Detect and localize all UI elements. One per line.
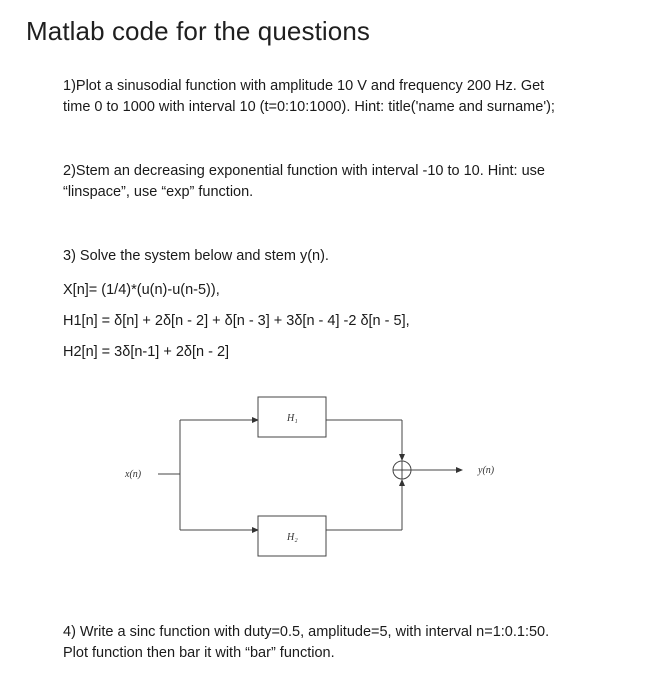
output-label: y(n) <box>478 465 495 476</box>
question-3-equation-h2: H2[n] = 3δ[n-1] + 2δ[n - 2] <box>63 344 230 360</box>
question-2-line-1: 2)Stem an decreasing exponential function with interval -10 to 10. Hint: use <box>63 163 545 179</box>
h2-label: H₂ <box>287 532 298 543</box>
summing-junction <box>393 461 411 479</box>
block-diagram <box>0 380 654 580</box>
question-1-line-1: 1)Plot a sinusodial function with amplitude 10 V and frequency 200 Hz. Get <box>63 78 545 94</box>
question-4 <box>63 622 549 664</box>
page-title: Matlab code for the questions <box>26 16 370 46</box>
input-label: x(n) <box>125 469 142 480</box>
question-2-line-2: “linspace”, use “exp” function. <box>63 184 254 200</box>
question-2 <box>63 161 545 203</box>
question-3-heading: 3) Solve the system below and stem y(n). <box>63 248 329 264</box>
h1-label: H₁ <box>287 413 298 424</box>
block-diagram-svg <box>0 380 654 580</box>
question-1 <box>63 76 555 118</box>
question-3-equation-x: X[n]= (1/4)*(u(n)-u(n-5)), <box>63 282 220 298</box>
question-3-equation-h1: H1[n] = δ[n] + 2δ[n - 2] + δ[n - 3] + 3δ[n - 4] -2 δ[n - 5], <box>63 313 410 329</box>
question-1-line-2: time 0 to 1000 with interval 10 (t=0:10:1000). Hint: title('name and surname'); <box>63 99 555 115</box>
question-4-line-1: 4) Write a sinc function with duty=0.5, amplitude=5, with interval n=1:0.1:50. <box>63 624 550 640</box>
question-4-line-2: Plot function then bar it with “bar” function. <box>63 645 335 661</box>
